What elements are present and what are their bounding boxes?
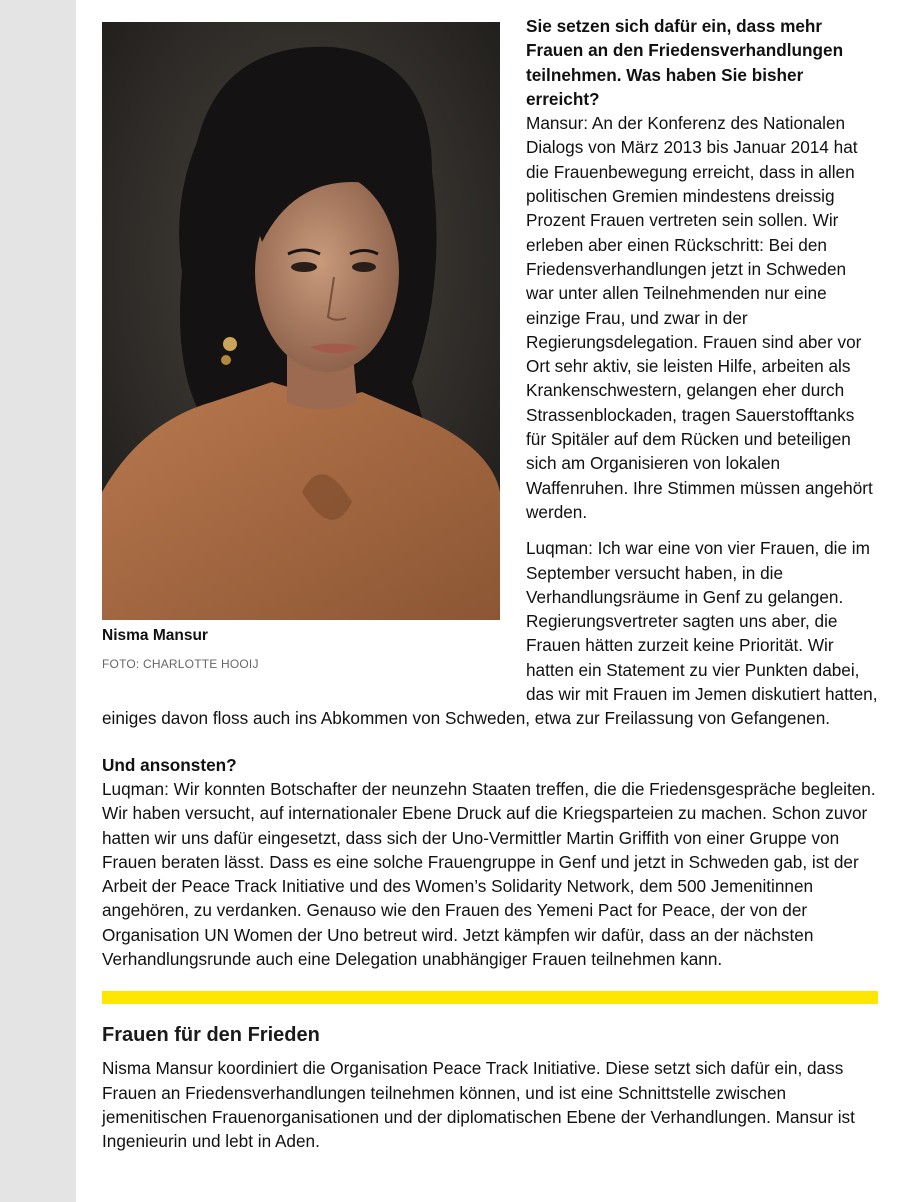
answer-paragraph: Mansur: An der Konferenz des Nationalen Dialogs von März 2013 bis Januar 2014 hat die Frauenbewegung erreicht, dass in allen politischen Gremien mindestens dreissig Prozent Frauen vertreten sein sollen. Wir erleben aber einen Rückschritt: Bei den Friedensverhandlungen jetzt in Schweden war unter allen Teilnehmenden nur eine einzige Frau, und zwar in der Regierungsdelegation. Frauen sind aber vor Ort sehr aktiv, sie leisten Hilfe, arbeiten als Krankenschwestern, gelangen eher durch Strassenblockaden, tragen Sauerstofftanks für Spitäler auf dem Rücken und beteiligen sich am Organisieren von lokalen Waffenruhen. Ihre Stimmen müssen angehört werden. <box>526 113 873 522</box>
infobox <box>102 1022 878 1153</box>
question-heading: Und ansonsten? <box>102 754 237 775</box>
answer-paragraph: Luqman: Wir konnten Botschafter der neunzehn Staaten treffen, die die Friedensgespräche begleiten. Wir haben versucht, auf internationaler Ebene Druck auf die Kriegsparteien zu machen. Schon zuvor hatten wir uns dafür eingesetzt, dass sich der Uno-Vermittler Martin Griffith von einer Gruppe von Frauen beraten lässt. Dass es eine solche Frauengruppe in Genf und jetzt in Schweden gab, ist der Arbeit der Peace Track Initiative und des Women’s Solidarity Network, dem 500 Jemenitinnen angehören, zu verdanken. Genauso wie den Frauen des Yemeni Pact for Peace, der von der Organisation UN Women der Uno betreut wird. Jetzt kämpfen wir dafür, dass an der nächsten Verhandlungsrunde auch eine Delegation unabhängiger Frauen teilnehmen kann. <box>102 778 876 969</box>
answer-paragraph: Luqman: Ich war eine von vier Frauen, die im September versucht haben, in die Verhandlungsräume in Genf zu gelangen. Regierungsvertreter sagten uns aber, die Frauen hätten zurzeit keine Priorität. Wir hatten ein Statement zu vier Punkten dabei, das wir mit Frauen im Jemen diskutiert hatten, einiges davon floss auch ins Abkommen von Schweden, etwa zur Freilassung von Gefangenen. <box>102 538 878 729</box>
photo-caption-name: Nisma Mansur <box>102 627 208 644</box>
infobox-text: Nisma Mansur koordiniert die Organisation Peace Track Initiative. Diese setzt sich dafür ein, dass Frauen an Friedensverhandlungen teilnehmen können, und ist eine Schnittstelle zwischen jemenitischen Frauenorganisationen und der diplomatischen Ebene der Verhandlungen. Mansur ist Ingenieurin und lebt in Aden. <box>102 1058 855 1152</box>
question-heading: Sie setzen sich dafür ein, dass mehr Frauen an den Friedensverhandlungen teilnehmen. Was haben Sie bisher erreicht? <box>526 16 844 109</box>
infobox-title: Frauen für den Frieden <box>102 1024 320 1047</box>
portrait-figure <box>102 22 500 676</box>
yellow-divider <box>102 991 878 1004</box>
portrait-photo <box>102 22 500 620</box>
photo-credit: FOTO: CHARLOTTE HOOIJ <box>102 657 259 671</box>
left-gutter <box>0 0 76 1202</box>
qa-block-2 <box>102 753 878 972</box>
article-body <box>102 0 878 1153</box>
